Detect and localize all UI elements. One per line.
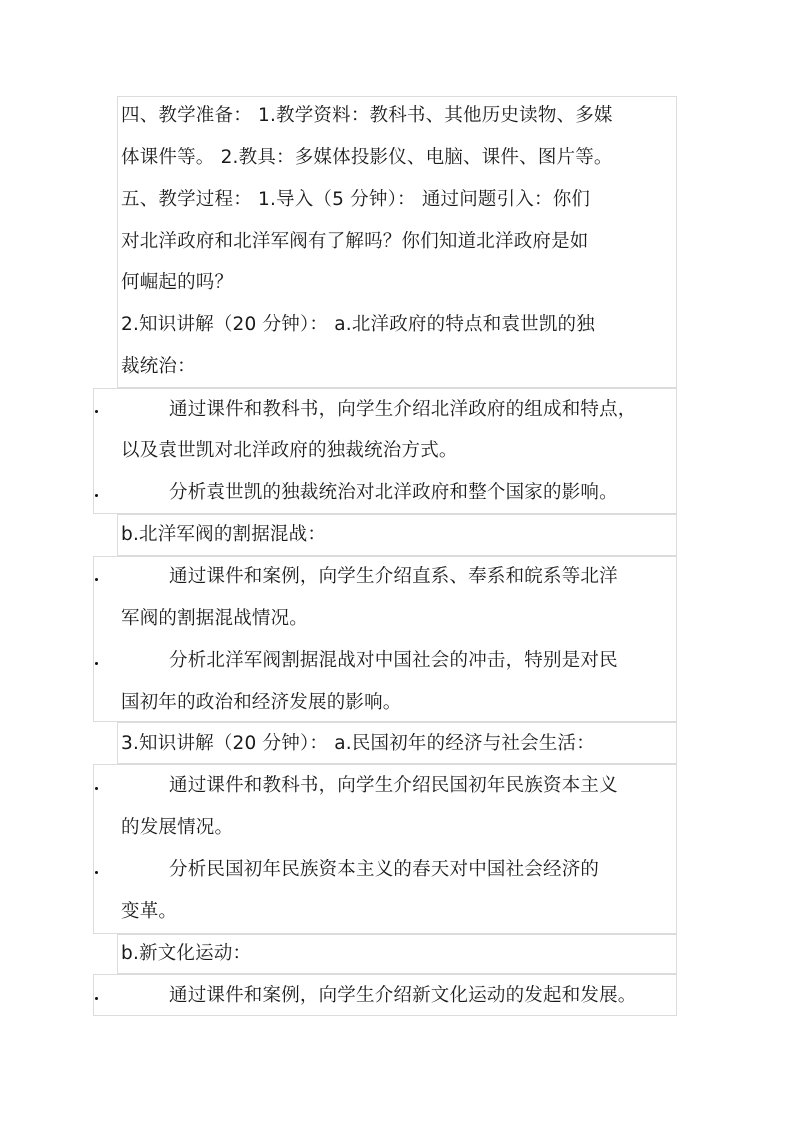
- list-item: 通过课件和教科书，向学生介绍民国初年民族资本主义: [169, 775, 618, 796]
- list-item-continuation: 以及袁世凯对北洋政府的独裁统治方式。: [121, 440, 458, 461]
- section4-line1: 四、教学准备： 1.教学资料：教科书、其他历史读物、多媒: [121, 105, 613, 126]
- section5-line1: 五、教学过程： 1.导入（5 分钟）： 通过问题引入：你们: [121, 189, 591, 210]
- bullet-dot: [95, 410, 98, 413]
- list-item: 分析袁世凯的独裁统治对北洋政府和整个国家的影响。: [169, 482, 618, 503]
- list-item-continuation: 军阀的割据混战情况。: [121, 608, 309, 629]
- part3-subheading-b: b.新文化运动：: [121, 943, 252, 964]
- part2-heading-line2: 裁统治：: [121, 356, 196, 377]
- bullet-dot: [95, 997, 98, 1000]
- list-item: 通过课件和案例，向学生介绍新文化运动的发起和发展。: [169, 985, 637, 1006]
- part2-subheading-b: b.北洋军阀的割据混战：: [121, 524, 327, 545]
- section5-line3: 何崛起的吗？: [121, 272, 234, 293]
- list-item-continuation: 国初年的政治和经济发展的影响。: [121, 692, 402, 713]
- part3-heading: 3.知识讲解（20 分钟）： a.民国初年的经济与社会生活：: [121, 733, 595, 754]
- bullet-dot: [95, 871, 98, 874]
- bullet-dot: [95, 494, 98, 497]
- bullet-dot: [95, 787, 98, 790]
- section4-line2: 体课件等。 2.教具：多媒体投影仪、电脑、课件、图片等。: [121, 147, 613, 168]
- section5-line2: 对北洋政府和北洋军阀有了解吗？你们知道北洋政府是如: [121, 231, 589, 252]
- list-item-continuation: 的发展情况。: [121, 817, 234, 838]
- list-item: 通过课件和案例，向学生介绍直系、奉系和皖系等北洋: [169, 566, 618, 587]
- list-item: 通过课件和教科书，向学生介绍北洋政府的组成和特点，: [169, 399, 637, 420]
- bullet-dot: [95, 662, 98, 665]
- list-item: 分析北洋军阀割据混战对中国社会的冲击，特别是对民: [169, 650, 618, 671]
- part2-heading-line1: 2.知识讲解（20 分钟）： a.北洋政府的特点和袁世凯的独: [121, 314, 595, 335]
- list-item: 分析民国初年民族资本主义的春天对中国社会经济的: [169, 859, 600, 880]
- bullet-dot: [95, 578, 98, 581]
- list-item-continuation: 变革。: [121, 901, 178, 922]
